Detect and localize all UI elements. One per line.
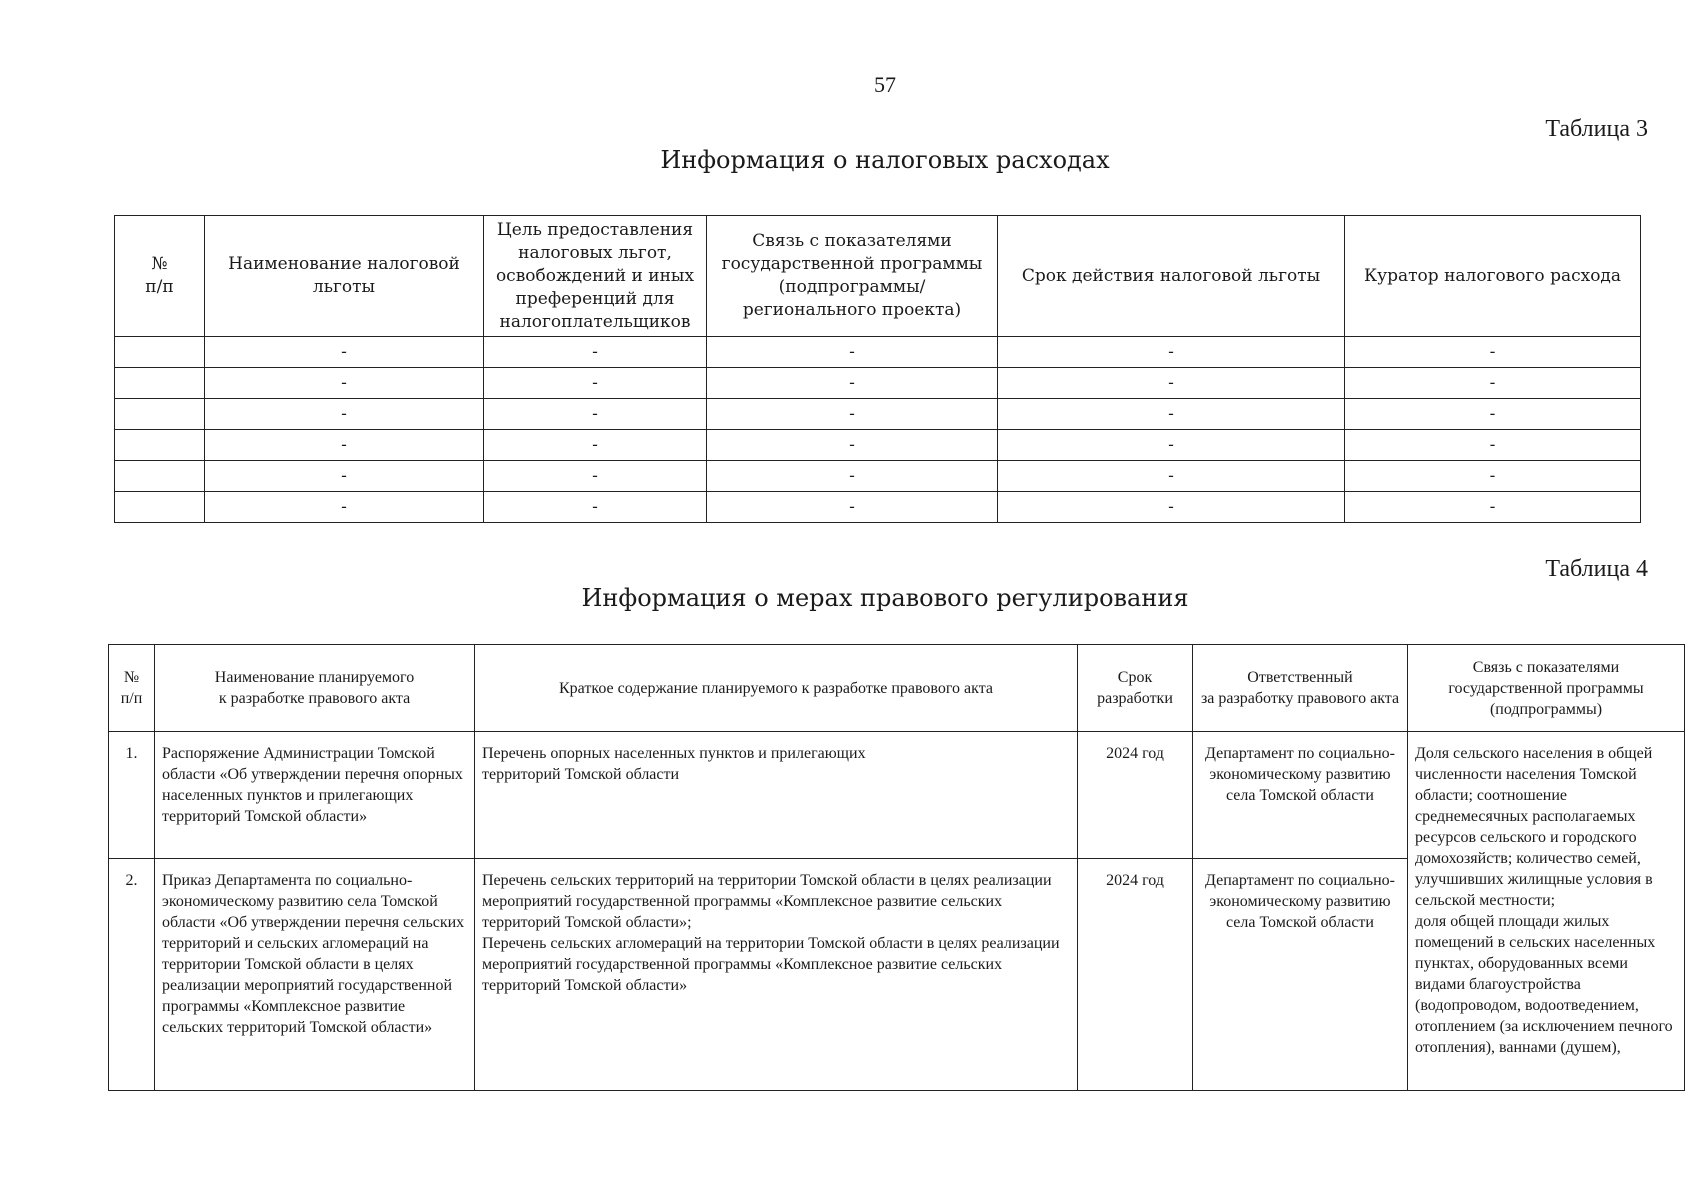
benefit-name-cell: - [205,492,484,523]
curator-cell: - [1345,492,1641,523]
table-3-label: Таблица 3 [1545,116,1648,142]
row-number: 2. [109,859,155,1091]
indicators-link-cell: - [707,430,998,461]
table-header-row [109,645,1685,732]
column-header-responsible: Ответственный за разработку правового акта [1193,645,1408,732]
benefit-term-cell: - [998,430,1345,461]
row-number-cell [115,492,205,523]
page-number: 57 [874,72,896,97]
table-row [115,430,1641,461]
column-header-number: № п/п [109,645,155,732]
column-header-development-term: Срок разработки [1078,645,1193,732]
column-header-benefit-name: Наименование налоговой льготы [205,216,484,337]
indicators-link-cell: - [707,368,998,399]
column-header-curator: Куратор налогового расхода [1345,216,1641,337]
legal-regulation-table [108,644,1685,1091]
row-number-cell [115,368,205,399]
purpose-cell: - [484,430,707,461]
curator-cell: - [1345,461,1641,492]
act-summary: Перечень сельских территорий на территории Томской области в целях реализации мероприятий государственной программы «Комплексное развитие сельских территорий Томской области»; Перечень сельских агломераций на территории Томской области в целях реализации мероприятий государственной программы «Комплексное развитие сельских территорий Томской области» [475,859,1078,1091]
curator-cell: - [1345,399,1641,430]
purpose-cell: - [484,368,707,399]
column-header-indicators-link: Связь с показателями государственной программы (подпрограммы/регионального проекта) [707,216,998,337]
table-header-row [115,216,1641,337]
table-row [115,399,1641,430]
column-header-indicators-link: Связь с показателями государственной программы (подпрограммы) [1408,645,1685,732]
development-term: 2024 год [1078,859,1193,1091]
benefit-name-cell: - [205,430,484,461]
table-row [115,368,1641,399]
tax-expenses-table [114,215,1641,523]
column-header-number: № п/п [115,216,205,337]
indicators-link-cell: - [707,461,998,492]
responsible-department: Департамент по социально-экономическому развитию села Томской области [1193,859,1408,1091]
responsible-department: Департамент по социально-экономическому развитию села Томской области [1193,732,1408,859]
benefit-term-cell: - [998,399,1345,430]
act-summary: Перечень опорных населенных пунктов и прилегающих территорий Томской области [475,732,1078,859]
benefit-term-cell: - [998,337,1345,368]
benefit-term-cell: - [998,461,1345,492]
column-header-act-name: Наименование планируемого к разработке правового акта [155,645,475,732]
row-number-cell [115,430,205,461]
indicators-link-cell: - [707,337,998,368]
act-name: Приказ Департамента по социально-экономическому развитию села Томской области «Об утверждении перечня сельских территорий и сельских агломераций на территории Томской области в целях реализации мероприятий государственной программы «Комплексное развитие сельских территорий Томской области» [155,859,475,1091]
table-4-title: Информация о мерах правового регулирования [581,584,1189,612]
purpose-cell: - [484,337,707,368]
table-3-title: Информация о налоговых расходах [660,146,1110,174]
purpose-cell: - [484,461,707,492]
table-4-label: Таблица 4 [1545,556,1648,582]
indicators-link-cell: - [707,399,998,430]
indicators-link: Доля сельского населения в общей численности населения Томской области; соотношение среднемесячных располагаемых ресурсов сельского и городского домохозяйств; количество семей, улучшивших жилищные условия в сельской местности; доля общей площади жилых помещений в сельских населенных пунктах, оборудованных всеми видами благоустройства (водопроводом, водоотведением, отоплением (за исключением печного отопления), ваннами (душем), [1408,732,1685,1091]
benefit-name-cell: - [205,461,484,492]
table-row [109,732,1685,859]
table-row [115,492,1641,523]
curator-cell: - [1345,337,1641,368]
table-row [115,461,1641,492]
table-row [115,337,1641,368]
indicators-link-cell: - [707,492,998,523]
benefit-name-cell: - [205,399,484,430]
row-number-cell [115,337,205,368]
benefit-term-cell: - [998,368,1345,399]
benefit-term-cell: - [998,492,1345,523]
curator-cell: - [1345,430,1641,461]
benefit-name-cell: - [205,337,484,368]
benefit-name-cell: - [205,368,484,399]
purpose-cell: - [484,492,707,523]
column-header-act-summary: Краткое содержание планируемого к разработке правового акта [475,645,1078,732]
column-header-benefit-term: Срок действия налоговой льготы [998,216,1345,337]
column-header-purpose: Цель предоставления налоговых льгот, освобождений и иных преференций для налогоплательщиков [484,216,707,337]
curator-cell: - [1345,368,1641,399]
row-number-cell [115,461,205,492]
development-term: 2024 год [1078,732,1193,859]
act-name: Распоряжение Администрации Томской области «Об утверждении перечня опорных населенных пунктов и прилегающих территорий Томской области» [155,732,475,859]
row-number: 1. [109,732,155,859]
purpose-cell: - [484,399,707,430]
row-number-cell [115,399,205,430]
